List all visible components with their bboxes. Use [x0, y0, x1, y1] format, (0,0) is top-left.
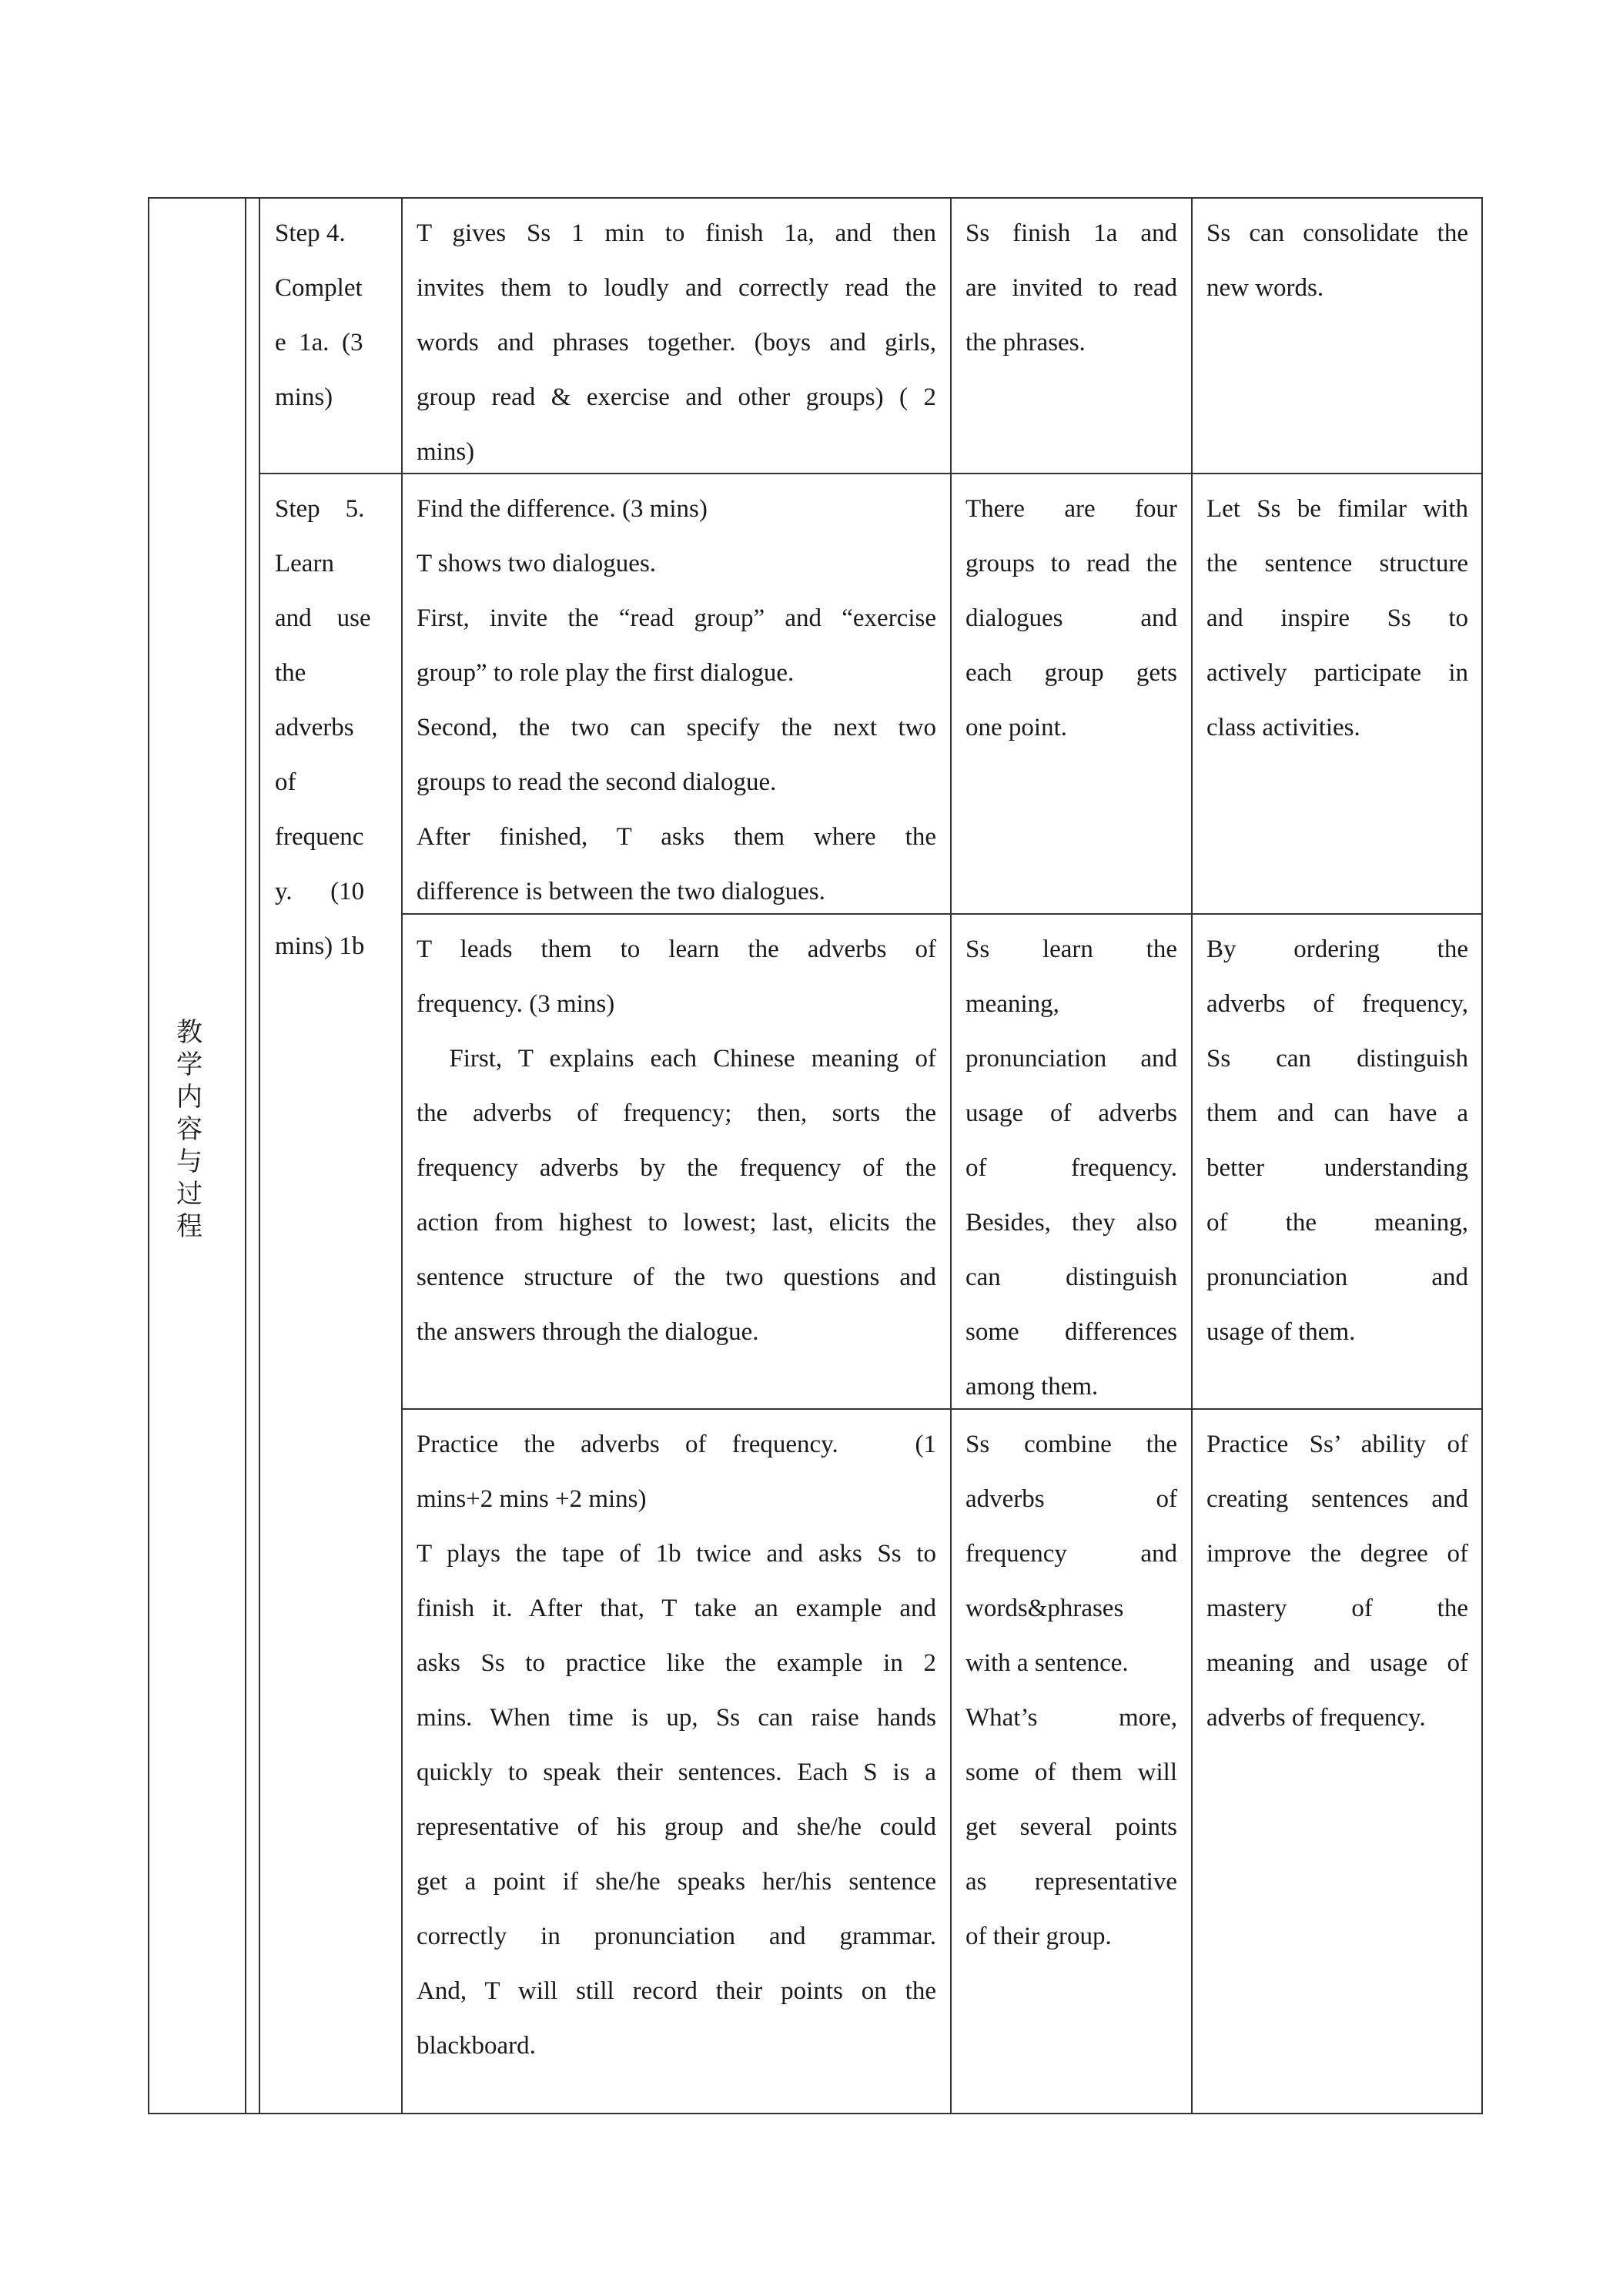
purpose-cell: By ordering the adverbs of frequency, Ss can distinguish them and can have a better understanding of the meaning, pronunciation and usage of them.: [1206, 935, 1468, 1346]
table-border-bottom: [148, 2113, 1483, 2114]
teacher-activity-cell: Practice the adverbs of frequency. (1 mins+2 mins +2 mins) T plays the tape of 1b twice and asks Ss to finish it. After that, T take an example and asks Ss to practice like the example in 2 mins. When time is up, Ss can raise hands quickly to speak their sentences. Each S is a representative of his group and she/he could get a point if she/he speaks her/his sentence correctly in pronunciation and grammar. And, T will still record their points on the blackboard.: [417, 1431, 936, 2060]
table-border-right: [1481, 197, 1483, 2114]
purpose-cell: Ss can consolidate the new words.: [1206, 219, 1468, 302]
purpose-cell: Let Ss be fimilar with the sentence structure and inspire Ss to actively participate in class activities.: [1206, 495, 1468, 741]
step-cell-step-5: Step 5. Learn and use the adverbs of frequenc y. (10 mins) 1b: [275, 495, 371, 960]
table-divider: [401, 197, 403, 2114]
teacher-activity-cell: Find the difference. (3 mins) T shows two dialogues. First, invite the “read group” and “exercise group” to role play the first dialogue. Second, the two can specify the next two groups to read the second dialogue. After finished, T asks them where the difference is between the two dialogues.: [417, 495, 936, 905]
section-label-teaching-content-and-process: 教 学 内 容 与 过 程: [176, 1017, 202, 1242]
step-cell-step-4: Step 4. Complet e 1a. (3 mins): [275, 219, 363, 411]
table-divider: [259, 197, 260, 2114]
table-divider: [1191, 197, 1193, 2114]
table-border-top: [148, 197, 1483, 199]
student-activity-cell: There are four groups to read the dialogues and each group gets one point.: [965, 495, 1177, 741]
table-divider: [245, 197, 246, 2114]
row-divider: [401, 1408, 1483, 1410]
table-border-left: [148, 197, 149, 2114]
teacher-activity-cell: T leads them to learn the adverbs of frequency. (3 mins) First, T explains each Chinese meaning of the adverbs of frequency; then, sorts the frequency adverbs by the frequency of the action from highest to lowest; last, elicits the sentence structure of the two questions and the answers through the dialogue.: [417, 935, 936, 1346]
table-divider: [950, 197, 952, 2114]
student-activity-cell: Ss combine the adverbs of frequency and words&phrases with a sentence. What’s more, some of them will get several points as representative of their group.: [965, 1431, 1177, 1950]
student-activity-cell: Ss learn the meaning, pronunciation and usage of adverbs of frequency. Besides, they also can distinguish some differences among them.: [965, 935, 1177, 1401]
student-activity-cell: Ss finish 1a and are invited to read the phrases.: [965, 219, 1177, 356]
teacher-activity-cell: T gives Ss 1 min to finish 1a, and then invites them to loudly and correctly read the words and phrases together. (boys and girls, group read & exercise and other groups) ( 2 mins): [417, 219, 936, 466]
purpose-cell: Practice Ss’ ability of creating sentences and improve the degree of mastery of the meaning and usage of adverbs of frequency.: [1206, 1431, 1468, 1732]
